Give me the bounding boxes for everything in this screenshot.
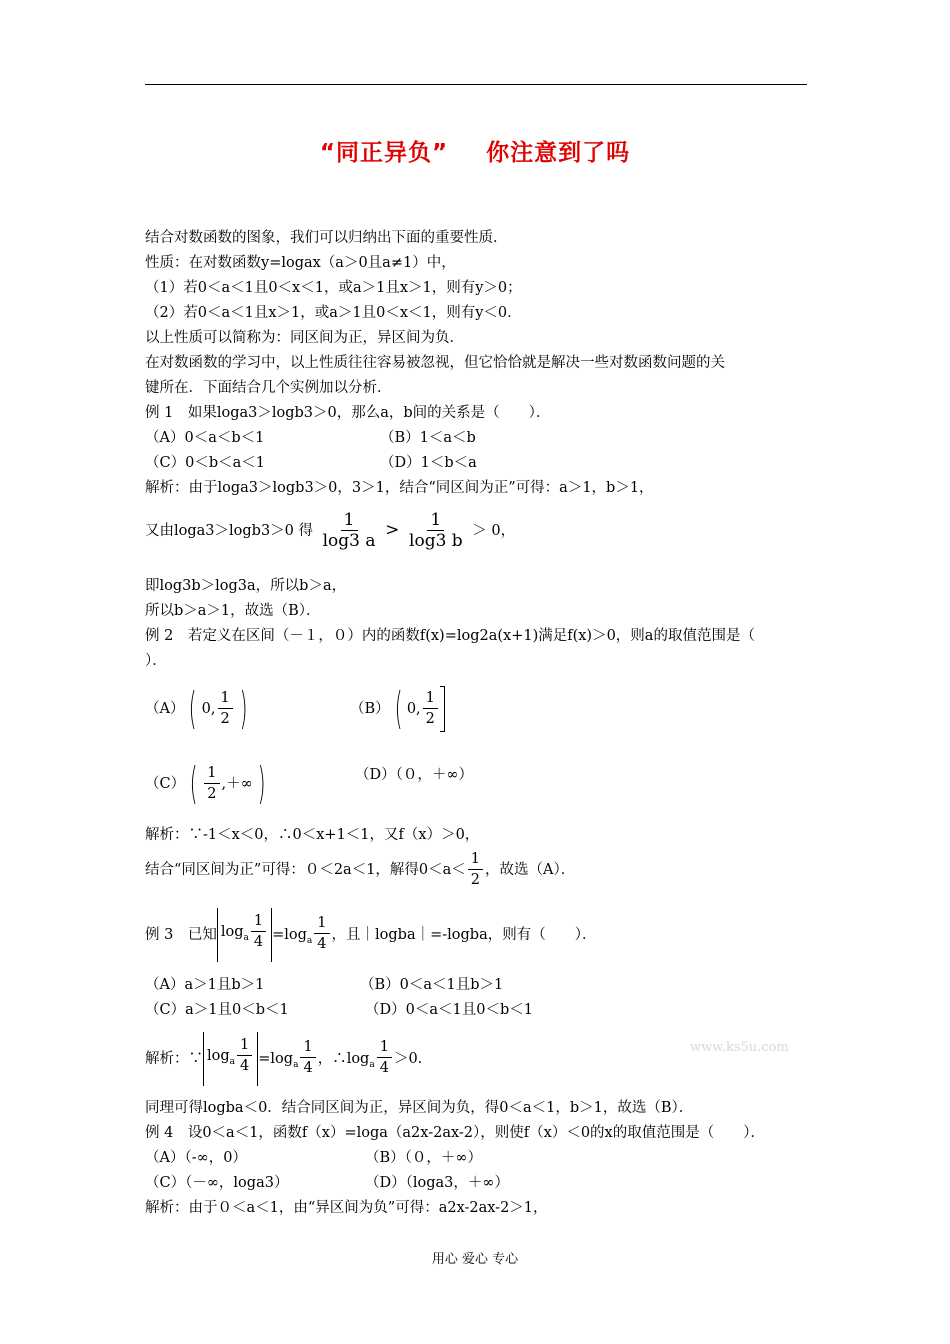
ex1-option-a: （A）0＜a＜b＜1 [145,430,265,446]
ex3-abs-log: $\log_a$ $\frac{1}{4}$ [217,908,272,962]
ex4-solution-1: 解析：由于０＜a＜1，由“异区间为负”可得：a2x-2ax-2＞1， [145,1200,548,1216]
ex4-options-ab [145,1148,807,1168]
watermark: www.ks5u.com [690,1040,789,1055]
ex2-half-c: $\frac{1}{2}$ [204,764,219,805]
header-rule [145,84,807,85]
intro-line-1: 结合对数函数的图象，我们可以归纳出下面的重要性质． [145,230,508,246]
ex1-solution-3: 即log3b＞log3a，所以b＞a， [145,578,347,594]
ex1-fraction-b: $\frac{1}{\log 3 b}$ [409,509,463,551]
ex3-question: 例 3 已知 $\log_a$ $\frac{1}{4}$ $=\log_a$ $\frac{1}{4}$ ，且｜logba｜=-logba，则有（ ）． [145,908,596,965]
ex3-options-ab [145,975,807,995]
ex4-option-c: （C）（－∞，loga3） [145,1175,289,1191]
ex2-solution-half: $\frac{1}{2}$ [468,850,483,891]
ex4-option-b: （B）（０，＋∞） [365,1150,482,1166]
intro-line-6: 在对数函数的学习中，以上性质往往容易被忽视，但它恰恰就是解决一些对数函数问题的关 [145,355,725,371]
title-part2: 你注意到了吗 [486,140,631,166]
ex2-solution-1: 解析：∵-1＜x＜0，∴0＜x+1＜1，又f（x）＞0， [145,827,480,843]
ex2-option-a: （A） ( 0, $\frac{1}{2}$ ) [145,683,248,734]
page-title [0,134,950,167]
ex3-options-cd [145,1000,807,1020]
ex4-option-d: （D）（loga3，＋∞） [365,1175,509,1191]
ex2-option-c: （C） ( $\frac{1}{2}$ ,＋∞ ) [145,758,266,809]
ex3-solution-2: 同理可得logba＜0．结合同区间为正，异区间为负，得0＜a＜1，b＞1，故选（B）． [145,1100,694,1116]
ex1-option-d: （D）1＜b＜a [380,455,477,471]
ex4-options-cd [145,1173,807,1193]
ex1-solution-2-tail: ＞ 0， [472,523,516,539]
ex1-option-c: （C）0＜b＜a＜1 [145,455,265,471]
ex2-half-b: $\frac{1}{2}$ [423,689,438,730]
ex1-fraction-a: $\frac{1}{\log 3 a}$ [322,509,376,551]
ex1-options-cd [145,453,807,473]
ex3-solution-1: 解析：∵ $\log_a$ $\frac{1}{4}$ $=\log_a$ $\frac{1}{4}$ ，$\therefore\log_a$ $\frac{1}{4}$ ＞0. [145,1032,422,1089]
intro-line-5: 以上性质可以简称为：同区间为正，异区间为负． [145,330,464,346]
ex2-half-a: $\frac{1}{2}$ [218,689,233,730]
page-footer: 用心 爱心 专心 [431,1252,519,1267]
ex2-question-2: ）． [145,653,167,669]
intro-line-3: （1）若0＜a＜1且0＜x＜1，或a＞1且x＞1，则有y＞0； [145,280,522,296]
ex2-solution-2: 结合“同区间为正”可得：０＜2a＜1，解得0＜a＜ $\frac{1}{2}$ ，故选（A）． [145,848,575,892]
title-part1: “同正异负” [319,140,449,166]
ex3-option-b: （B）0＜a＜1且b＞1 [360,977,504,993]
ex1-solution-1: 解析：由于loga3＞logb3＞0，3＞1，结合“同区间为正”可得：a＞1，b＞1， [145,480,654,496]
ex2-option-b: （B） ( 0, $\frac{1}{2}$ [350,685,445,733]
ex1-solution-4: 所以b＞a＞1，故选（B）． [145,603,321,619]
intro-line-2: 性质：在对数函数y=logax（a＞0且a≠1）中， [145,255,456,271]
intro-line-4: （2）若0＜a＜1且x＞1，或a＞1且0＜x＜1，则有y＜0． [145,305,522,321]
intro-line-7: 键所在．下面结合几个实例加以分析． [145,380,392,396]
ex2-question-1: 例 2 若定义在区间（－１，０）内的函数f(x)=log2a(x+1)满足f(x)＞0，则a的取值范围是（ [145,628,755,644]
ex1-options-ab [145,428,807,448]
ex4-option-a: （A）（-∞，0） [145,1150,247,1166]
ex1-option-b: （B）1＜a＜b [380,430,476,446]
ex1-question: 例 1 如果loga3＞logb3＞0，那么a，b间的关系是（ ）． [145,405,551,421]
ex3-option-d: （D）0＜a＜1且0＜b＜1 [365,1002,533,1018]
ex4-question: 例 4 设0＜a＜1，函数f（x）=loga（a2x-2ax-2），则使f（x）＜0的x的取值范围是（ ）． [145,1125,765,1141]
ex1-solution-2: 又由loga3＞logb3＞0 得 $\frac{1}{\log 3 a}$ > $\frac{1}{\log 3 b}$ ＞ 0， [145,509,516,551]
ex1-solution-2-text: 又由loga3＞logb3＞0 得 [145,523,314,539]
ex2-option-d: （D）（０，＋∞） [355,767,473,783]
ex3-option-a: （A）a＞1且b＞1 [145,977,265,993]
ex3-option-c: （C）a＞1且0＜b＜1 [145,1002,289,1018]
